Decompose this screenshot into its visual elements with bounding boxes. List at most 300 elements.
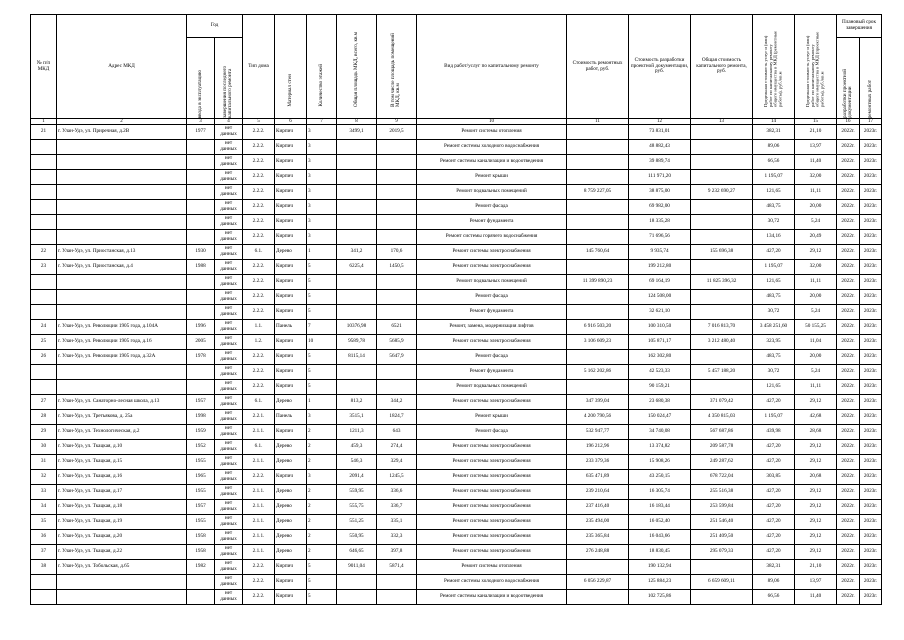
premises-area-cell xyxy=(377,185,417,200)
design-cost-cell: 39 889,74 xyxy=(629,155,691,170)
work-type-cell: Ремонт крыши xyxy=(417,410,567,425)
wall-material-cell: Дерево xyxy=(275,530,307,545)
last-repair-year-cell: нет данных xyxy=(215,155,243,170)
address-cell: г. Улан-Удэ, ул. Приостанская, д.13 xyxy=(57,245,187,260)
total-cost-cell xyxy=(691,305,753,320)
total-cost-cell: 155 696,38 xyxy=(691,245,753,260)
design-cost-cell: 18 830,45 xyxy=(629,545,691,560)
total-cost-cell: 3 212 480,40 xyxy=(691,335,753,350)
total-cost-cell: 255 516,38 xyxy=(691,485,753,500)
header-wall-material: Материал стен xyxy=(275,15,307,119)
floors-cell: 5 xyxy=(307,290,337,305)
total-area-cell xyxy=(337,380,377,395)
address-cell xyxy=(57,200,187,215)
wall-material-cell: Дерево xyxy=(275,455,307,470)
repair-deadline-cell: 2023г. xyxy=(860,560,882,575)
total-cost-cell xyxy=(691,350,753,365)
limit-repair-cell: 382,31 xyxy=(753,125,795,140)
repair-deadline-cell: 2023г. xyxy=(860,275,882,290)
address-cell xyxy=(57,170,187,185)
floors-cell: 5 xyxy=(307,350,337,365)
table-row xyxy=(31,545,882,560)
total-area-cell: 9589,78 xyxy=(337,335,377,350)
wall-material-cell: Кирпич xyxy=(275,200,307,215)
last-repair-year-cell: нет данных xyxy=(215,425,243,440)
limit-design-cell: 32,00 xyxy=(795,170,837,185)
wall-material-cell: Кирпич xyxy=(275,185,307,200)
wall-material-cell: Кирпич xyxy=(275,125,307,140)
premises-area-cell xyxy=(377,170,417,185)
limit-repair-cell: 427,20 xyxy=(753,530,795,545)
total-area-cell xyxy=(337,185,377,200)
floors-cell: 3 xyxy=(307,230,337,245)
design-deadline-cell: 2022г. xyxy=(837,140,860,155)
premises-area-cell xyxy=(377,155,417,170)
premises-area-cell xyxy=(377,200,417,215)
repair-cost-cell: 237 416,40 xyxy=(567,500,629,515)
table-row xyxy=(31,200,882,215)
premises-area-cell: 1245,5 xyxy=(377,470,417,485)
wall-material-cell: Дерево xyxy=(275,395,307,410)
total-area-cell: 6225,4 xyxy=(337,260,377,275)
last-repair-year-cell: нет данных xyxy=(215,575,243,590)
work-type-cell: Ремонт системы электроснабжения xyxy=(417,455,567,470)
last-repair-year-cell: нет данных xyxy=(215,560,243,575)
floors-cell: 7 xyxy=(307,320,337,335)
design-cost-cell: 16 043,66 xyxy=(629,530,691,545)
design-cost-cell: 69 164,19 xyxy=(629,275,691,290)
repair-deadline-cell: 2023г. xyxy=(860,515,882,530)
repair-cost-cell: 3 106 609,23 xyxy=(567,335,629,350)
house-type-cell: 2.2.2. xyxy=(243,350,275,365)
row-number-cell xyxy=(31,170,57,185)
address-cell: г. Улан-Удэ, ул. Революции 1905 года, д.16 xyxy=(57,335,187,350)
design-deadline-cell: 2022г. xyxy=(837,290,860,305)
last-repair-year-cell: нет данных xyxy=(215,245,243,260)
commission-year-cell: 1998 xyxy=(187,410,215,425)
repair-deadline-cell: 2023г. xyxy=(860,455,882,470)
commission-year-cell xyxy=(187,170,215,185)
design-cost-cell: 102 725,86 xyxy=(629,590,691,605)
work-type-cell: Ремонт фасада xyxy=(417,200,567,215)
design-cost-cell: 199 212,80 xyxy=(629,260,691,275)
commission-year-cell: 1930 xyxy=(187,245,215,260)
limit-design-cell: 32,00 xyxy=(795,260,837,275)
limit-repair-cell: 1 195,07 xyxy=(753,170,795,185)
repair-deadline-cell: 2023г. xyxy=(860,215,882,230)
last-repair-year-cell: нет данных xyxy=(215,170,243,185)
premises-area-cell: 5685,9 xyxy=(377,335,417,350)
premises-area-cell: 274,4 xyxy=(377,440,417,455)
premises-area-cell xyxy=(377,215,417,230)
address-cell: г. Улан-Удэ, ул. Третьякова, д. 25а xyxy=(57,410,187,425)
last-repair-year-cell: нет данных xyxy=(215,230,243,245)
commission-year-cell xyxy=(187,185,215,200)
commission-year-cell: 1982 xyxy=(187,560,215,575)
work-type-cell: Ремонт подвальных помещений xyxy=(417,275,567,290)
column-number: 13 xyxy=(691,119,753,125)
house-type-cell: 6.1. xyxy=(243,440,275,455)
header-repair-cost: Стоимость ремонтных работ, руб. xyxy=(567,15,629,119)
address-cell: г. Улан-Удэ, ул. Ткацкая, д.15 xyxy=(57,455,187,470)
floors-cell: 2 xyxy=(307,440,337,455)
header-number: № п/п МКД xyxy=(31,15,57,119)
last-repair-year-cell: нет данных xyxy=(215,515,243,530)
design-deadline-cell: 2022г. xyxy=(837,260,860,275)
repair-cost-cell: 11 399 890,23 xyxy=(567,275,629,290)
total-cost-cell xyxy=(691,155,753,170)
wall-material-cell: Кирпич xyxy=(275,155,307,170)
row-number-cell xyxy=(31,230,57,245)
work-type-cell: Ремонт подвальных помещений xyxy=(417,380,567,395)
row-number-cell: 21 xyxy=(31,125,57,140)
table-row xyxy=(31,140,882,155)
repair-deadline-cell: 2023г. xyxy=(860,230,882,245)
design-cost-cell: 18 335,28 xyxy=(629,215,691,230)
limit-design-cell: 21,10 xyxy=(795,560,837,575)
wall-material-cell: Кирпич xyxy=(275,350,307,365)
table-body xyxy=(31,125,882,605)
repair-cost-cell xyxy=(567,590,629,605)
house-type-cell: 1.1. xyxy=(243,320,275,335)
house-type-cell: 2.2.2. xyxy=(243,305,275,320)
table-row xyxy=(31,230,882,245)
wall-material-cell: Кирпич xyxy=(275,425,307,440)
row-number-cell xyxy=(31,590,57,605)
limit-repair-cell: 1 195,07 xyxy=(753,260,795,275)
repair-deadline-cell: 2023г. xyxy=(860,470,882,485)
table-row xyxy=(31,245,882,260)
address-cell: г. Улан-Удэ, ул. Ткацкая, д.22 xyxy=(57,545,187,560)
commission-year-cell: 1952 xyxy=(187,440,215,455)
wall-material-cell: Дерево xyxy=(275,440,307,455)
address-cell xyxy=(57,590,187,605)
design-deadline-cell: 2022г. xyxy=(837,185,860,200)
repair-deadline-cell: 2023г. xyxy=(860,335,882,350)
limit-repair-cell: 121,65 xyxy=(753,275,795,290)
total-cost-cell xyxy=(691,260,753,275)
last-repair-year-cell: нет данных xyxy=(215,485,243,500)
row-number-cell: 38 xyxy=(31,560,57,575)
repair-cost-cell xyxy=(567,260,629,275)
repair-deadline-cell: 2023г. xyxy=(860,245,882,260)
floors-cell: 3 xyxy=(307,410,337,425)
repair-cost-cell xyxy=(567,215,629,230)
design-deadline-cell: 2022г. xyxy=(837,350,860,365)
floors-cell: 2 xyxy=(307,515,337,530)
limit-design-cell: 29,12 xyxy=(795,515,837,530)
premises-area-cell xyxy=(377,590,417,605)
floors-cell: 3 xyxy=(307,155,337,170)
design-cost-cell: 34 740,08 xyxy=(629,425,691,440)
wall-material-cell: Панель xyxy=(275,320,307,335)
limit-repair-cell: 303,85 xyxy=(753,470,795,485)
repair-deadline-cell: 2023г. xyxy=(860,365,882,380)
column-number: 3 xyxy=(187,119,215,125)
limit-repair-cell: 121,65 xyxy=(753,185,795,200)
table-row xyxy=(31,305,882,320)
last-repair-year-cell: нет данных xyxy=(215,410,243,425)
commission-year-cell xyxy=(187,590,215,605)
last-repair-year-cell: нет данных xyxy=(215,350,243,365)
row-number-cell xyxy=(31,365,57,380)
design-deadline-cell: 2022г. xyxy=(837,530,860,545)
total-area-cell xyxy=(337,575,377,590)
premises-area-cell xyxy=(377,290,417,305)
limit-repair-cell: 382,31 xyxy=(753,560,795,575)
total-area-cell: 555,75 xyxy=(337,500,377,515)
house-type-cell: 2.2.2. xyxy=(243,365,275,380)
limit-design-cell: 29,12 xyxy=(795,245,837,260)
house-type-cell: 2.2.2. xyxy=(243,170,275,185)
total-cost-cell: 9 232 690,27 xyxy=(691,185,753,200)
row-number-cell: 29 xyxy=(31,425,57,440)
last-repair-year-cell: нет данных xyxy=(215,215,243,230)
total-area-cell xyxy=(337,215,377,230)
repair-deadline-cell: 2023г. xyxy=(860,155,882,170)
row-number-cell xyxy=(31,575,57,590)
total-area-cell: 341,2 xyxy=(337,245,377,260)
limit-repair-cell: 1 195,07 xyxy=(753,410,795,425)
repair-cost-cell xyxy=(567,380,629,395)
limit-repair-cell: 134,16 xyxy=(753,230,795,245)
design-cost-cell: 48 882,43 xyxy=(629,140,691,155)
premises-area-cell xyxy=(377,230,417,245)
commission-year-cell xyxy=(187,380,215,395)
table-row xyxy=(31,155,882,170)
repair-deadline-cell: 2023г. xyxy=(860,305,882,320)
total-area-cell: 2091,4 xyxy=(337,470,377,485)
house-type-cell: 2.2.2. xyxy=(243,560,275,575)
house-type-cell: 2.2.2. xyxy=(243,575,275,590)
limit-repair-cell: 427,20 xyxy=(753,485,795,500)
row-number-cell xyxy=(31,140,57,155)
total-area-cell: 3499,1 xyxy=(337,125,377,140)
column-number: 1 xyxy=(31,119,57,125)
total-area-cell: 550,95 xyxy=(337,530,377,545)
limit-design-cell: 5,24 xyxy=(795,305,837,320)
design-deadline-cell: 2022г. xyxy=(837,515,860,530)
premises-area-cell: 336,6 xyxy=(377,485,417,500)
repair-deadline-cell: 2023г. xyxy=(860,590,882,605)
row-number-cell xyxy=(31,200,57,215)
row-number-cell: 33 xyxy=(31,485,57,500)
header-last-repair-year: завершения последнего капитального ремонта xyxy=(215,38,243,119)
last-repair-year-cell: нет данных xyxy=(215,200,243,215)
limit-design-cell: 5,24 xyxy=(795,365,837,380)
last-repair-year-cell: нет данных xyxy=(215,395,243,410)
house-type-cell: 2.2.2. xyxy=(243,260,275,275)
design-deadline-cell: 2022г. xyxy=(837,395,860,410)
premises-area-cell xyxy=(377,365,417,380)
address-cell xyxy=(57,215,187,230)
row-number-cell: 35 xyxy=(31,515,57,530)
commission-year-cell: 1955 xyxy=(187,485,215,500)
commission-year-cell: 1955 xyxy=(187,515,215,530)
address-cell: г. Улан-Удэ, ул. Тобольская, д.65 xyxy=(57,560,187,575)
floors-cell: 2 xyxy=(307,455,337,470)
commission-year-cell: 1978 xyxy=(187,350,215,365)
address-cell xyxy=(57,380,187,395)
limit-repair-cell: 121,65 xyxy=(753,380,795,395)
premises-area-cell xyxy=(377,305,417,320)
work-type-cell: Ремонт системы канализации и водоотведения xyxy=(417,155,567,170)
commission-year-cell: 1957 xyxy=(187,500,215,515)
last-repair-year-cell: нет данных xyxy=(215,440,243,455)
total-cost-cell xyxy=(691,215,753,230)
row-number-cell: 23 xyxy=(31,260,57,275)
address-cell: г. Улан-Удэ, ул. Ткацкая, д.17 xyxy=(57,485,187,500)
row-number-cell: 31 xyxy=(31,455,57,470)
header-work-type: Вид работ/услуг по капитальному ремонту xyxy=(417,15,567,119)
total-cost-cell xyxy=(691,590,753,605)
header-repair-deadline: ремонтных работ xyxy=(860,38,882,119)
row-number-cell xyxy=(31,275,57,290)
address-cell: г. Улан-Удэ, ул. Ткацкая, д.18 xyxy=(57,500,187,515)
floors-cell: 5 xyxy=(307,305,337,320)
repair-cost-cell: 4 200 790,56 xyxy=(567,410,629,425)
total-area-cell: 813,2 xyxy=(337,395,377,410)
table-row xyxy=(31,365,882,380)
design-deadline-cell: 2022г. xyxy=(837,215,860,230)
work-type-cell: Ремонт системы электроснабжения xyxy=(417,545,567,560)
floors-cell: 3 xyxy=(307,215,337,230)
premises-area-cell: 2019,5 xyxy=(377,125,417,140)
wall-material-cell: Кирпич xyxy=(275,335,307,350)
work-type-cell: Ремонт системы электроснабжения xyxy=(417,260,567,275)
total-cost-cell: 11 825 396,32 xyxy=(691,275,753,290)
commission-year-cell xyxy=(187,140,215,155)
table-row xyxy=(31,380,882,395)
design-deadline-cell: 2022г. xyxy=(837,170,860,185)
design-deadline-cell: 2022г. xyxy=(837,125,860,140)
limit-design-cell: 42,68 xyxy=(795,410,837,425)
premises-area-cell xyxy=(377,275,417,290)
total-cost-cell: 295 079,33 xyxy=(691,545,753,560)
row-number-cell: 24 xyxy=(31,320,57,335)
commission-year-cell: 1977 xyxy=(187,125,215,140)
repair-cost-cell xyxy=(567,125,629,140)
design-cost-cell: 100 310,50 xyxy=(629,320,691,335)
limit-design-cell: 29,12 xyxy=(795,545,837,560)
wall-material-cell: Кирпич xyxy=(275,140,307,155)
wall-material-cell: Кирпич xyxy=(275,380,307,395)
wall-material-cell: Кирпич xyxy=(275,575,307,590)
total-area-cell xyxy=(337,200,377,215)
total-cost-cell: 249 287,62 xyxy=(691,455,753,470)
table-row xyxy=(31,500,882,515)
design-deadline-cell: 2022г. xyxy=(837,275,860,290)
design-deadline-cell: 2022г. xyxy=(837,155,860,170)
premises-area-cell: 5871,4 xyxy=(377,560,417,575)
repair-cost-cell: 239 210,64 xyxy=(567,485,629,500)
total-area-cell xyxy=(337,170,377,185)
work-type-cell: Ремонт системы электроснабжения xyxy=(417,395,567,410)
last-repair-year-cell: нет данных xyxy=(215,545,243,560)
repair-cost-cell: 6 056 229,87 xyxy=(567,575,629,590)
limit-repair-cell: 483,75 xyxy=(753,200,795,215)
design-deadline-cell: 2022г. xyxy=(837,365,860,380)
house-type-cell: 2.2.2. xyxy=(243,140,275,155)
column-number: 6 xyxy=(275,119,307,125)
total-cost-cell xyxy=(691,560,753,575)
commission-year-cell xyxy=(187,365,215,380)
house-type-cell: 2.2.2. xyxy=(243,215,275,230)
total-area-cell: 551,25 xyxy=(337,515,377,530)
repair-cost-cell xyxy=(567,290,629,305)
commission-year-cell: 1959 xyxy=(187,425,215,440)
commission-year-cell xyxy=(187,575,215,590)
house-type-cell: 2.2.2. xyxy=(243,290,275,305)
floors-cell: 10 xyxy=(307,335,337,350)
work-type-cell: Ремонт, замена, модернизация лифтов xyxy=(417,320,567,335)
house-type-cell: 2.2.2. xyxy=(243,125,275,140)
design-cost-cell: 150 024,47 xyxy=(629,410,691,425)
wall-material-cell: Дерево xyxy=(275,500,307,515)
table-row xyxy=(31,350,882,365)
design-cost-cell: 42 523,33 xyxy=(629,365,691,380)
address-cell: г. Улан-Удэ, ул. Технологическая, д.2 xyxy=(57,425,187,440)
limit-design-cell: 29,12 xyxy=(795,440,837,455)
design-cost-cell: 124 508,00 xyxy=(629,290,691,305)
table-row xyxy=(31,485,882,500)
wall-material-cell: Кирпич xyxy=(275,470,307,485)
total-cost-cell: 251 546,40 xyxy=(691,515,753,530)
address-cell xyxy=(57,290,187,305)
column-number: 7 xyxy=(307,119,337,125)
premises-area-cell: 335,1 xyxy=(377,515,417,530)
address-cell: г. Улан-Удэ, ул. Приостанская, д.4 xyxy=(57,260,187,275)
wall-material-cell: Кирпич xyxy=(275,230,307,245)
house-type-cell: 2.2.1. xyxy=(243,410,275,425)
house-type-cell: 6.1. xyxy=(243,395,275,410)
house-type-cell: 2.2.2. xyxy=(243,200,275,215)
total-area-cell: 10376,98 xyxy=(337,320,377,335)
table-row xyxy=(31,470,882,485)
floors-cell: 5 xyxy=(307,590,337,605)
commission-year-cell xyxy=(187,200,215,215)
last-repair-year-cell: нет данных xyxy=(215,290,243,305)
total-area-cell xyxy=(337,590,377,605)
last-repair-year-cell: нет данных xyxy=(215,305,243,320)
work-type-cell: Ремонт системы электроснабжения xyxy=(417,515,567,530)
premises-area-cell: 5647,9 xyxy=(377,350,417,365)
limit-repair-cell: 323,95 xyxy=(753,335,795,350)
header-year-group: Год xyxy=(187,15,243,38)
limit-design-cell: 20,00 xyxy=(795,200,837,215)
limit-repair-cell: 427,20 xyxy=(753,545,795,560)
design-deadline-cell: 2022г. xyxy=(837,560,860,575)
house-type-cell: 2.2.2. xyxy=(243,380,275,395)
header-limit-design: Предельная стоимость услуг и (или) работ по капитальному ремонту общего имущества в МКД (проектные работы), руб./кв.м xyxy=(795,15,837,119)
floors-cell: 3 xyxy=(307,170,337,185)
repair-cost-cell: 196 212,96 xyxy=(567,440,629,455)
floors-cell: 5 xyxy=(307,560,337,575)
total-area-cell: 559,95 xyxy=(337,485,377,500)
limit-repair-cell: 427,20 xyxy=(753,455,795,470)
floors-cell: 5 xyxy=(307,380,337,395)
wall-material-cell: Кирпич xyxy=(275,305,307,320)
row-number-cell: 26 xyxy=(31,350,57,365)
wall-material-cell: Кирпич xyxy=(275,590,307,605)
address-cell: г. Улан-Удэ, ул. Санаторно-лесная школа, д.13 xyxy=(57,395,187,410)
address-cell xyxy=(57,155,187,170)
header-address: Адрес МКД xyxy=(57,15,187,119)
row-number-cell: 27 xyxy=(31,395,57,410)
table-row xyxy=(31,560,882,575)
table-row xyxy=(31,215,882,230)
total-area-cell xyxy=(337,155,377,170)
